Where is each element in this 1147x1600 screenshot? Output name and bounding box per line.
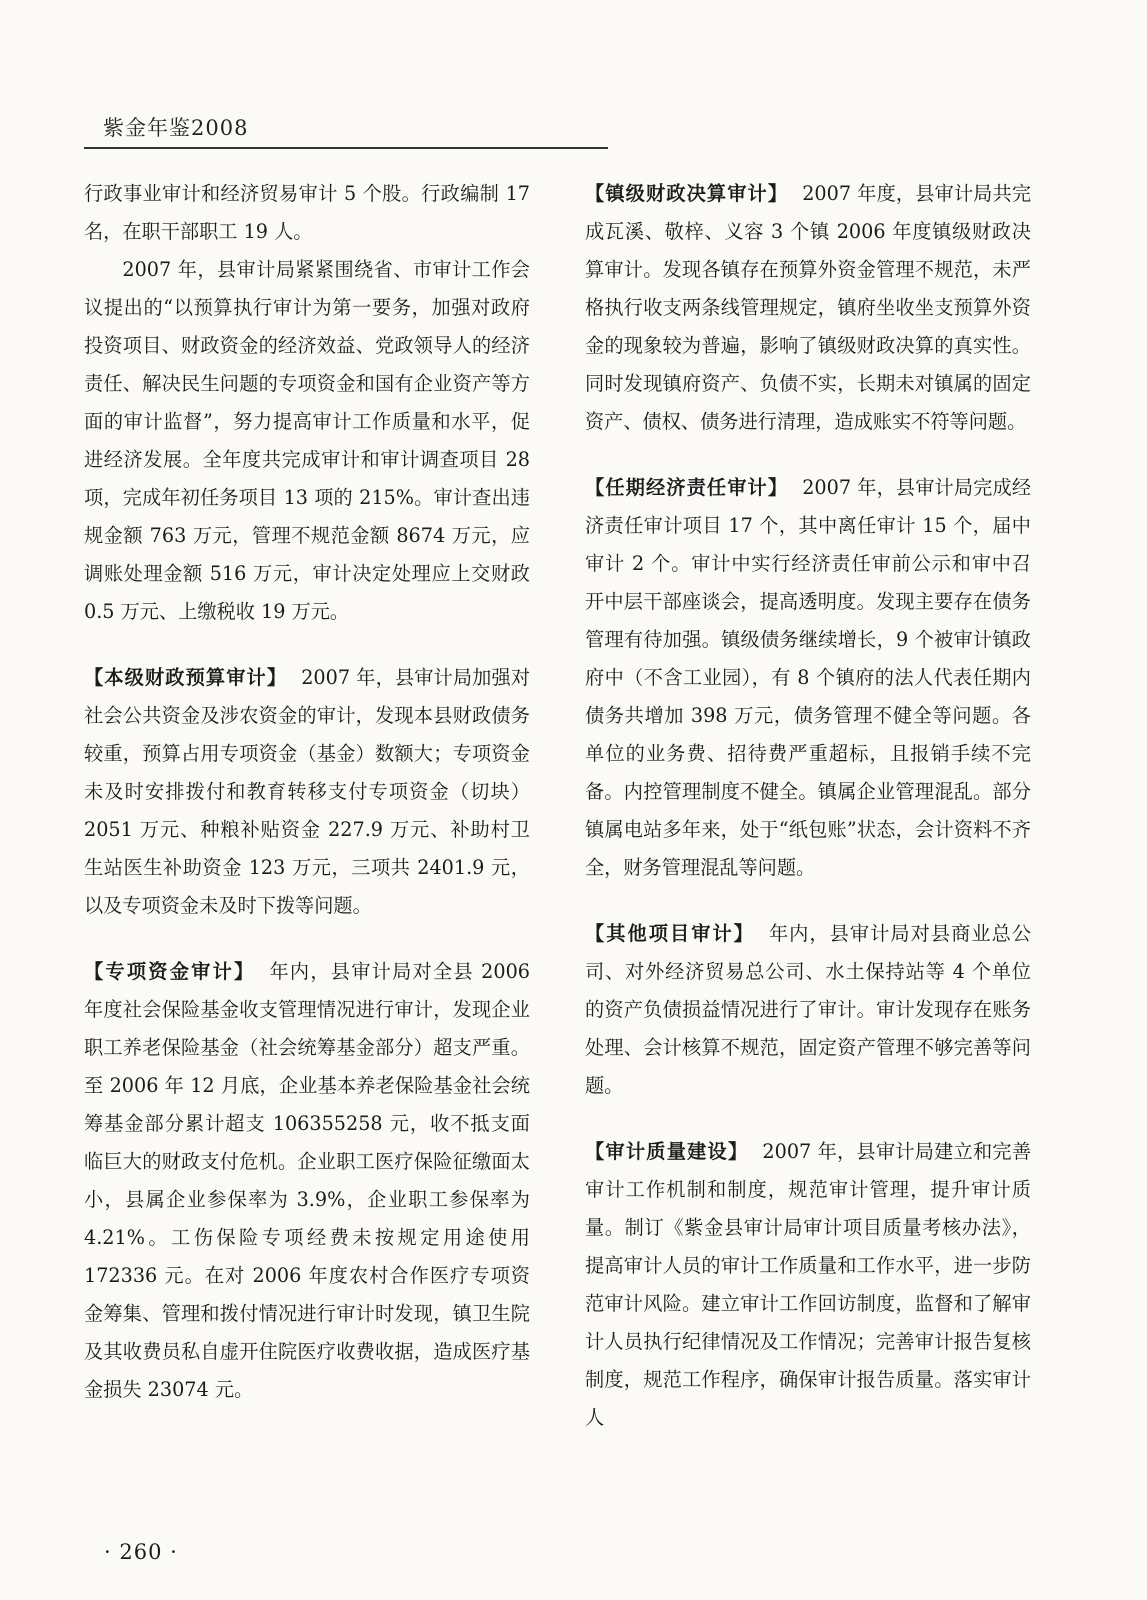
right-column xyxy=(585,175,1031,1437)
section-body: 2007 年度，县审计局共完成瓦溪、敬梓、义容 3 个镇 2006 年度镇级财政决算审计。发现各镇存在预算外资金管理不规范，未严格执行收支两条线管理规定，镇府坐收坐支预算外资金的现象较为普遍，影响了镇级财政决算的真实性。同时发现镇府资产、负债不实，长期未对镇属的固定资产、债权、债务进行清理，造成账实不符等问题。 xyxy=(585,182,1032,433)
section-body: 年内，县审计局对县商业总公司、对外经济贸易总公司、水土保持站等 4 个单位的资产负债损益情况进行了审计。审计发现存在账务处理、会计核算不规范，固定资产管理不够完善等问题。 xyxy=(585,922,1032,1097)
section-title: 【其他项目审计】 xyxy=(585,922,755,945)
running-head: 紫金年鉴2008 xyxy=(103,116,249,140)
page-number: · 260 · xyxy=(104,1540,178,1564)
section-body: 年内，县审计局对全县 2006 年度社会保险基金收支管理情况进行审计，发现企业职工养老保险基金（社会统筹基金部分）超支严重。至 2006 年 12 月底，企业基本养老保险基金社会统筹基金部分累计超支 106355258 元，收不抵支面临巨大的财政支付危机。企业职工医疗保险征缴面太小，县属企业参保率为 3.9%，企业职工参保率为 4.21%。工伤保险专项经费未按规定用途使用 172336 元。在对 2006 年度农村合作医疗专项资金筹集、管理和拨付情况进行审计时发现，镇卫生院及其收费员私自虚开住院医疗收费收据，造成医疗基金损失 23074 元。 xyxy=(84,960,531,1401)
section-title: 【本级财政预算审计】 xyxy=(84,666,288,689)
section-town-final-accounts-audit xyxy=(585,175,1031,441)
left-column xyxy=(84,175,530,1409)
section-title: 【镇级财政决算审计】 xyxy=(585,182,789,205)
section-other-projects-audit xyxy=(585,915,1031,1105)
section-body: 2007 年，县审计局建立和完善审计工作机制和制度，规范审计管理，提升审计质量。制订《紫金县审计局审计项目质量考核办法》，提高审计人员的审计工作质量和工作水平，进一步防范审计风险。建立审计工作回访制度，监督和了解审计人员执行纪律情况及工作情况；完善审计报告复核制度，规范工作程序，确保审计报告质量。落实审计人 xyxy=(585,1140,1032,1429)
summary-paragraph: 2007 年，县审计局紧紧围绕省、市审计工作会议提出的“以预算执行审计为第一要务，加强对政府投资项目、财政资金的经济效益、党政领导人的经济责任、解决民生问题的专项资金和国有企业资产等方面的审计监督”，努力提高审计工作质量和水平，促进经济发展。全年度共完成审计和审计调查项目 28 项，完成年初任务项目 13 项的 215%。审计查出违规金额 763 万元，管理不规范金额 8674 万元，应调账处理金额 516 万元，审计决定处理应上交财政 0.5 万元、上缴税收 19 万元。 xyxy=(84,258,530,623)
section-audit-quality-building xyxy=(585,1133,1031,1437)
section-title: 【任期经济责任审计】 xyxy=(585,476,789,499)
section-county-budget-audit xyxy=(84,659,530,925)
section-special-funds-audit xyxy=(84,953,530,1409)
intro-continued-paragraph: 行政事业审计和经济贸易审计 5 个股。行政编制 17 名，在职干部职工 19 人。 xyxy=(84,182,530,243)
section-title: 【专项资金审计】 xyxy=(84,960,256,983)
section-tenure-responsibility-audit xyxy=(585,469,1031,887)
section-body: 2007 年，县审计局加强对社会公共资金及涉农资金的审计，发现本县财政债务较重，预算占用专项资金（基金）数额大；专项资金未及时安排拨付和教育转移支付专项资金（切块）2051 万元、种粮补贴资金 227.9 万元、补助村卫生站医生补助资金 123 万元，三项共 2401.9 元，以及专项资金未及时下拨等问题。 xyxy=(84,666,531,917)
section-body: 2007 年，县审计局完成经济责任审计项目 17 个，其中离任审计 15 个，届中审计 2 个。审计中实行经济责任审前公示和审中召开中层干部座谈会，提高透明度。发现主要存在债务管理有待加强。镇级债务继续增长，9 个被审计镇政府中（不含工业园），有 8 个镇府的法人代表任期内债务共增加 398 万元，债务管理不健全等问题。各单位的业务费、招待费严重超标，且报销手续不完备。内控管理制度不健全。镇属企业管理混乱。部分镇属电站多年来，处于“纸包账”状态，会计资料不齐全，财务管理混乱等问题。 xyxy=(585,476,1032,879)
header-rule xyxy=(84,147,608,149)
section-title: 【审计质量建设】 xyxy=(585,1140,749,1163)
